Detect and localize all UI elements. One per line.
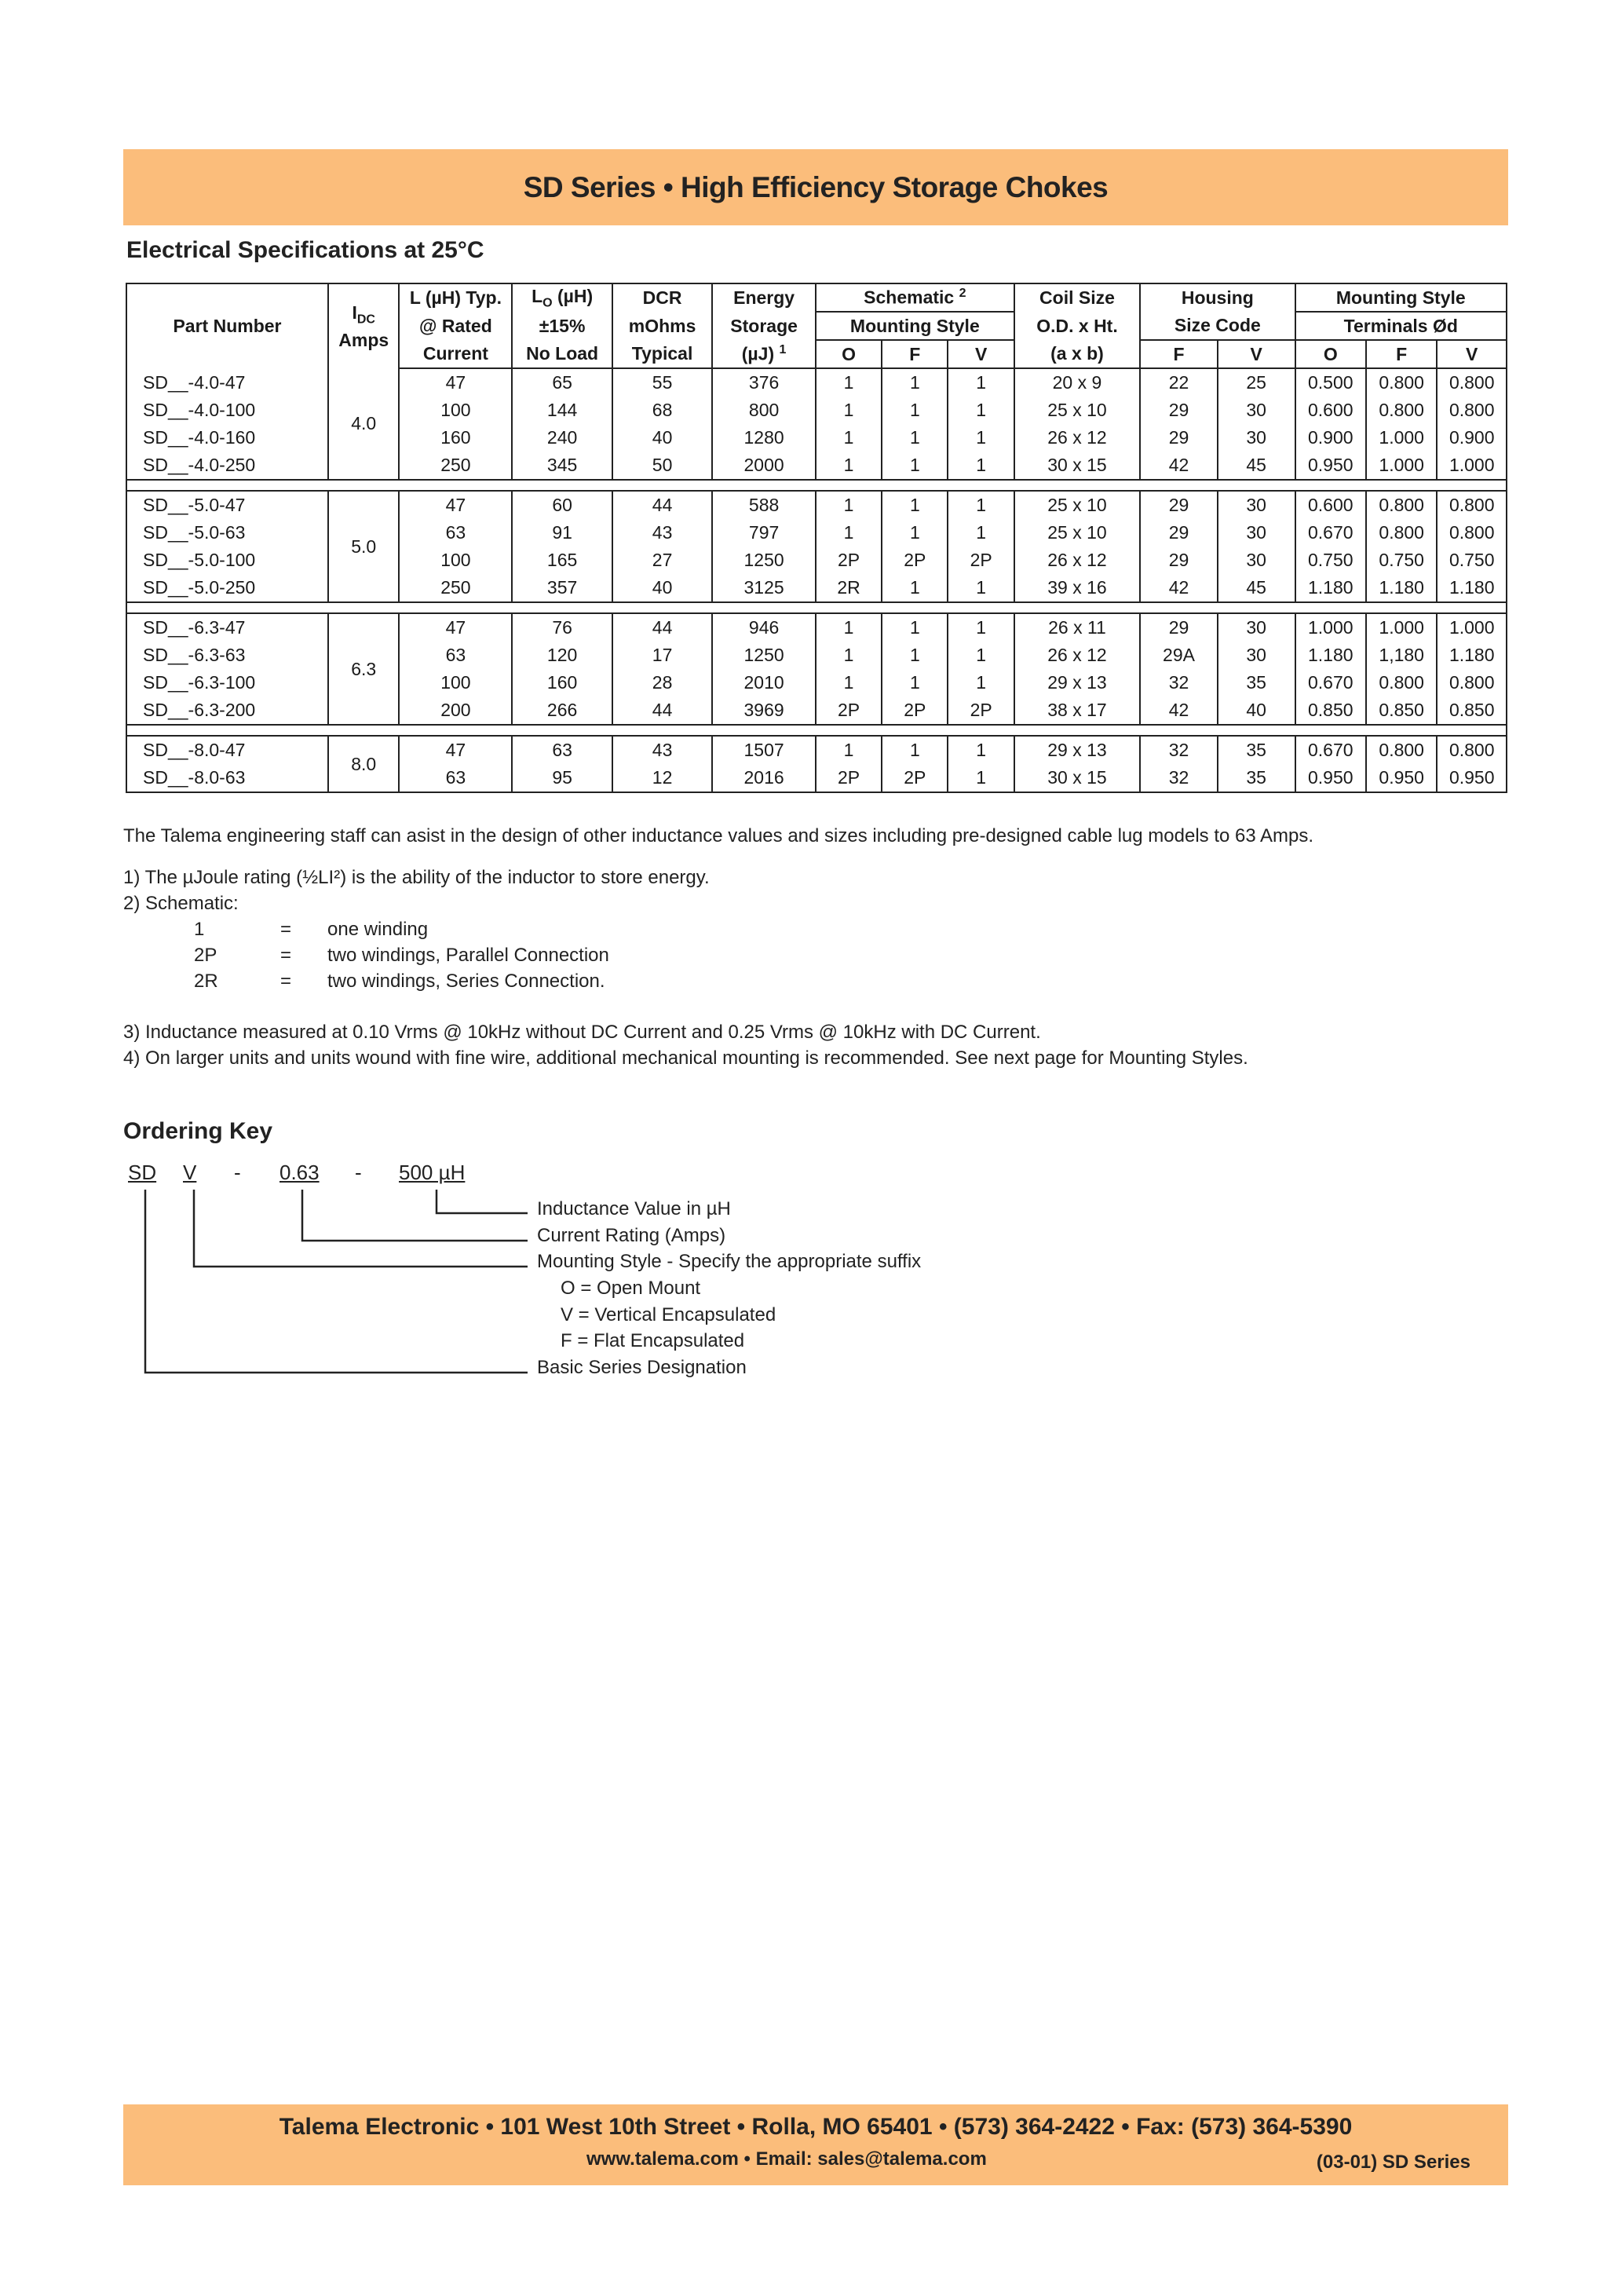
header-coil-3: (a x b): [1014, 340, 1140, 368]
table-cell: 44: [612, 696, 712, 725]
table-cell: 29: [1140, 424, 1218, 452]
part-number-cell: SD__-4.0-160: [126, 424, 328, 452]
table-cell: 200: [399, 696, 512, 725]
header-housing-1: Housing: [1140, 283, 1295, 312]
header-sch-v: V: [948, 340, 1014, 368]
header-mount-o: O: [1295, 340, 1366, 368]
table-cell: 3969: [712, 696, 816, 725]
table-cell: 30: [1218, 397, 1295, 424]
header-l-typ-2: @ Rated: [399, 312, 512, 340]
table-cell: 12: [612, 764, 712, 792]
table-cell: 2R: [816, 574, 882, 602]
part-number-cell: SD__-6.3-47: [126, 613, 328, 642]
header-mounting-2: Terminals Ød: [1295, 312, 1507, 340]
schematic-desc: two windings, Parallel Connection: [327, 945, 609, 966]
header-l-typ-3: Current: [399, 340, 512, 368]
header-dcr-3: Typical: [612, 340, 712, 368]
table-cell: 55: [612, 368, 712, 397]
header-housing-v: V: [1218, 340, 1295, 368]
token-dash-2: -: [355, 1161, 362, 1184]
idc-cell: 8.0: [328, 736, 399, 792]
table-cell: 1: [882, 368, 948, 397]
table-cell: 1: [816, 736, 882, 764]
table-cell: 30: [1218, 491, 1295, 519]
table-cell: 2P: [816, 696, 882, 725]
table-cell: 95: [512, 764, 612, 792]
table-cell: 1: [948, 452, 1014, 480]
table-cell: 1: [948, 736, 1014, 764]
header-dcr-1: DCR: [612, 283, 712, 312]
table-cell: 1: [816, 452, 882, 480]
table-cell: 165: [512, 547, 612, 574]
table-cell: 1: [816, 491, 882, 519]
table-cell: 63: [512, 736, 612, 764]
ordering-key-title: Ordering Key: [123, 1118, 273, 1144]
table-cell: 0.800: [1366, 519, 1437, 547]
table-cell: 43: [612, 736, 712, 764]
header-housing-f: F: [1140, 340, 1218, 368]
table-cell: 1.000: [1437, 613, 1507, 642]
table-cell: 1.180: [1437, 642, 1507, 669]
table-cell: 1: [882, 613, 948, 642]
desc-mounting: Mounting Style - Specify the appropriate suffix: [537, 1251, 922, 1272]
table-cell: 1,180: [1366, 642, 1437, 669]
table-cell: 76: [512, 613, 612, 642]
table-cell: 42: [1140, 452, 1218, 480]
part-number-cell: SD__-4.0-47: [126, 368, 328, 397]
table-cell: 25 x 10: [1014, 519, 1140, 547]
table-cell: 26 x 12: [1014, 424, 1140, 452]
table-cell: 0.800: [1437, 397, 1507, 424]
table-cell: 1: [948, 669, 1014, 696]
desc-flat: F = Flat Encapsulated: [561, 1330, 745, 1351]
table-cell: 0.670: [1295, 669, 1366, 696]
table-cell: 1: [882, 642, 948, 669]
table-cell: 588: [712, 491, 816, 519]
table-cell: 47: [399, 368, 512, 397]
section-title: Electrical Specifications at 25°C: [126, 237, 484, 263]
table-cell: 240: [512, 424, 612, 452]
header-idc: $I_{DC}$ Amps: [328, 283, 399, 368]
table-cell: 30: [1218, 642, 1295, 669]
table-cell: 0.750: [1437, 547, 1507, 574]
table-cell: 29A: [1140, 642, 1218, 669]
table-cell: 2010: [712, 669, 816, 696]
header-mounting-1: Mounting Style: [1295, 283, 1507, 312]
table-cell: 0.950: [1437, 764, 1507, 792]
schematic-eq: =: [280, 945, 292, 966]
note-2: 2) Schematic:: [123, 893, 239, 914]
header-schematic-sub: Mounting Style: [816, 312, 1014, 340]
table-cell: 3125: [712, 574, 816, 602]
table-cell: 30: [1218, 613, 1295, 642]
table-cell: 0.600: [1295, 491, 1366, 519]
part-number-cell: SD__-6.3-63: [126, 642, 328, 669]
table-cell: 1: [882, 452, 948, 480]
header-dcr-2: mOhms: [612, 312, 712, 340]
header-part-number: Part Number: [126, 283, 328, 368]
table-cell: 1: [948, 574, 1014, 602]
table-cell: 1: [816, 519, 882, 547]
table-cell: 2P: [816, 547, 882, 574]
table-cell: 2016: [712, 764, 816, 792]
table-cell: 1: [816, 424, 882, 452]
table-cell: 47: [399, 491, 512, 519]
leader-inductance: [437, 1190, 528, 1213]
table-cell: 29: [1140, 547, 1218, 574]
header-housing-2: Size Code: [1140, 312, 1295, 340]
table-cell: 1: [882, 397, 948, 424]
table-cell: 0.670: [1295, 519, 1366, 547]
table-cell: 797: [712, 519, 816, 547]
page-title: SD Series • High Efficiency Storage Chokes: [523, 170, 1109, 203]
table-cell: 26 x 12: [1014, 547, 1140, 574]
table-cell: 1: [948, 613, 1014, 642]
table-cell: 1.000: [1366, 452, 1437, 480]
table-cell: 0.900: [1437, 424, 1507, 452]
table-cell: 35: [1218, 736, 1295, 764]
table-cell: 30 x 15: [1014, 764, 1140, 792]
table-cell: 345: [512, 452, 612, 480]
table-cell: 29 x 13: [1014, 669, 1140, 696]
footer-address: Talema Electronic • 101 West 10th Street • Rolla, MO 65401 • (573) 364-2422 • Fax: (573) 364-5390: [279, 2114, 1353, 2140]
token-amps: 0.63: [279, 1161, 320, 1184]
table-cell: 1.000: [1366, 613, 1437, 642]
table-cell: 32: [1140, 764, 1218, 792]
table-cell: 1: [948, 764, 1014, 792]
table-cell: 0.950: [1295, 764, 1366, 792]
note-3: 3) Inductance measured at 0.10 Vrms @ 10kHz without DC Current and 0.25 Vrms @ 10kHz with DC Current.: [123, 1022, 1041, 1043]
part-number-cell: SD__-8.0-47: [126, 736, 328, 764]
table-cell: 25: [1218, 368, 1295, 397]
schematic-desc: one winding: [327, 919, 429, 940]
table-cell: 2P: [882, 764, 948, 792]
part-number-cell: SD__-4.0-100: [126, 397, 328, 424]
table-cell: 0.950: [1295, 452, 1366, 480]
table-cell: 2P: [948, 547, 1014, 574]
table-cell: 0.800: [1437, 368, 1507, 397]
part-number-cell: SD__-8.0-63: [126, 764, 328, 792]
table-cell: 45: [1218, 452, 1295, 480]
table-cell: 1: [816, 397, 882, 424]
table-cell: 0.900: [1295, 424, 1366, 452]
intro-note: The Talema engineering staff can asist in the design of other inductance values and sizes including pre-designed cable lug models to 63 Amps.: [123, 825, 1314, 846]
table-cell: 0.800: [1437, 519, 1507, 547]
schematic-eq: =: [280, 919, 292, 940]
header-schematic: Schematic $^2$: [816, 283, 1014, 312]
table-cell: 30: [1218, 547, 1295, 574]
table-cell: 1: [882, 669, 948, 696]
table-cell: 1.180: [1295, 642, 1366, 669]
table-cell: 2000: [712, 452, 816, 480]
idc-cell: 5.0: [328, 491, 399, 602]
table-cell: 1.180: [1437, 574, 1507, 602]
part-number-cell: SD__-6.3-200: [126, 696, 328, 725]
table-cell: 1: [948, 424, 1014, 452]
table-cell: 0.850: [1366, 696, 1437, 725]
note-1: 1) The µJoule rating (½LI²) is the ability of the inductor to store energy.: [123, 867, 710, 888]
table-cell: 2P: [816, 764, 882, 792]
desc-vertical: V = Vertical Encapsulated: [561, 1304, 776, 1325]
table-cell: 60: [512, 491, 612, 519]
header-mount-v: V: [1437, 340, 1507, 368]
table-cell: 40: [612, 574, 712, 602]
table-cell: 0.800: [1437, 669, 1507, 696]
table-cell: 65: [512, 368, 612, 397]
token-dash-1: -: [234, 1161, 241, 1184]
table-cell: 42: [1140, 696, 1218, 725]
table-cell: 25 x 10: [1014, 397, 1140, 424]
desc-open-mount: O = Open Mount: [561, 1278, 701, 1299]
part-number-cell: SD__-5.0-250: [126, 574, 328, 602]
table-cell: 26 x 11: [1014, 613, 1140, 642]
schematic-code: 2R: [194, 971, 218, 992]
schematic-code: 1: [194, 919, 205, 940]
table-cell: 29: [1140, 519, 1218, 547]
table-cell: 91: [512, 519, 612, 547]
table-cell: 35: [1218, 669, 1295, 696]
table-cell: 44: [612, 613, 712, 642]
token-inductance: 500 µH: [399, 1161, 466, 1184]
table-cell: 29: [1140, 613, 1218, 642]
table-cell: 35: [1218, 764, 1295, 792]
table-cell: 0.850: [1295, 696, 1366, 725]
table-cell: 100: [399, 397, 512, 424]
table-cell: 32: [1140, 736, 1218, 764]
table-cell: 357: [512, 574, 612, 602]
table-cell: 160: [399, 424, 512, 452]
header-energy-1: Energy: [712, 283, 816, 312]
header-energy-2: Storage: [712, 312, 816, 340]
table-cell: 1250: [712, 642, 816, 669]
table-cell: 1.180: [1366, 574, 1437, 602]
table-cell: 266: [512, 696, 612, 725]
table-cell: 30 x 15: [1014, 452, 1140, 480]
part-number-cell: SD__-5.0-63: [126, 519, 328, 547]
table-cell: 26 x 12: [1014, 642, 1140, 669]
table-cell: 1.000: [1366, 424, 1437, 452]
note-4: 4) On larger units and units wound with fine wire, additional mechanical mounting is recommended. See next page for Mounting Styles.: [123, 1047, 1248, 1069]
table-cell: 1: [948, 397, 1014, 424]
table-cell: 1: [816, 613, 882, 642]
header-lo-2: ±15%: [512, 312, 612, 340]
table-cell: 0.950: [1366, 764, 1437, 792]
table-cell: 100: [399, 669, 512, 696]
table-cell: 40: [1218, 696, 1295, 725]
table-cell: 20 x 9: [1014, 368, 1140, 397]
table-cell: 17: [612, 642, 712, 669]
table-cell: 2P: [948, 696, 1014, 725]
table-cell: 30: [1218, 424, 1295, 452]
table-cell: 946: [712, 613, 816, 642]
table-cell: 1.000: [1295, 613, 1366, 642]
table-cell: 800: [712, 397, 816, 424]
leader-mounting: [194, 1190, 528, 1267]
footer-doc-code: (03-01) SD Series: [1316, 2152, 1470, 2173]
table-cell: 0.800: [1437, 736, 1507, 764]
table-cell: 0.500: [1295, 368, 1366, 397]
table-cell: 1: [882, 424, 948, 452]
token-sd: SD: [128, 1161, 157, 1184]
table-cell: 0.600: [1295, 397, 1366, 424]
table-cell: 1: [948, 642, 1014, 669]
table-cell: 45: [1218, 574, 1295, 602]
header-lo-1: $L_O$ (µH): [512, 283, 612, 312]
table-cell: 1: [816, 669, 882, 696]
header-l-typ-1: L (µH) Typ.: [399, 283, 512, 312]
table-cell: 1: [882, 491, 948, 519]
table-cell: 120: [512, 642, 612, 669]
table-cell: 68: [612, 397, 712, 424]
desc-inductance: Inductance Value in µH: [537, 1198, 731, 1219]
table-cell: 27: [612, 547, 712, 574]
table-cell: 1: [948, 491, 1014, 519]
desc-series: Basic Series Designation: [537, 1357, 747, 1378]
part-number-cell: SD__-4.0-250: [126, 452, 328, 480]
table-cell: 29: [1140, 397, 1218, 424]
table-cell: 2P: [882, 696, 948, 725]
idc-cell: 4.0: [328, 368, 399, 480]
part-number-cell: SD__-5.0-47: [126, 491, 328, 519]
table-cell: 1: [948, 519, 1014, 547]
table-cell: 376: [712, 368, 816, 397]
table-cell: 0.670: [1295, 736, 1366, 764]
table-cell: 1250: [712, 547, 816, 574]
table-cell: 22: [1140, 368, 1218, 397]
table-cell: 29 x 13: [1014, 736, 1140, 764]
header-mount-f: F: [1366, 340, 1437, 368]
footer-banner: [123, 2104, 1508, 2185]
table-cell: 1: [816, 642, 882, 669]
part-number-cell: SD__-6.3-100: [126, 669, 328, 696]
table-cell: 43: [612, 519, 712, 547]
leader-current: [302, 1190, 528, 1241]
table-cell: 63: [399, 642, 512, 669]
table-cell: 1.180: [1295, 574, 1366, 602]
table-cell: 47: [399, 613, 512, 642]
table-cell: 144: [512, 397, 612, 424]
table-cell: 160: [512, 669, 612, 696]
header-coil-2: O.D. x Ht.: [1014, 312, 1140, 340]
table-cell: 44: [612, 491, 712, 519]
schematic-code: 2P: [194, 945, 217, 966]
schematic-desc: two windings, Series Connection.: [327, 971, 605, 992]
table-cell: 2P: [882, 547, 948, 574]
table-cell: 42: [1140, 574, 1218, 602]
footer-contact: www.talema.com • Email: sales@talema.com: [586, 2148, 987, 2170]
table-cell: 0.800: [1366, 397, 1437, 424]
header-energy-3: (µJ) $^1$: [712, 340, 816, 368]
table-cell: 38 x 17: [1014, 696, 1140, 725]
table-cell: 1: [882, 519, 948, 547]
header-sch-o: O: [816, 340, 882, 368]
leader-series: [145, 1190, 528, 1373]
idc-cell: 6.3: [328, 613, 399, 725]
header-lo-3: No Load: [512, 340, 612, 368]
table-cell: 39 x 16: [1014, 574, 1140, 602]
table-cell: 1: [948, 368, 1014, 397]
table-cell: 40: [612, 424, 712, 452]
table-cell: 0.800: [1366, 736, 1437, 764]
token-mounting: V: [183, 1161, 197, 1184]
table-cell: 250: [399, 452, 512, 480]
table-cell: 0.750: [1366, 547, 1437, 574]
table-cell: 1: [882, 574, 948, 602]
table-cell: 63: [399, 519, 512, 547]
table-cell: 63: [399, 764, 512, 792]
table-cell: 0.800: [1366, 368, 1437, 397]
table-cell: 47: [399, 736, 512, 764]
table-cell: 0.750: [1295, 547, 1366, 574]
table-cell: 29: [1140, 491, 1218, 519]
table-cell: 30: [1218, 519, 1295, 547]
table-cell: 0.850: [1437, 696, 1507, 725]
table-cell: 1: [816, 368, 882, 397]
table-cell: 1: [882, 736, 948, 764]
table-cell: 1507: [712, 736, 816, 764]
header-sch-f: F: [882, 340, 948, 368]
table-cell: 0.800: [1366, 669, 1437, 696]
table-cell: 1.000: [1437, 452, 1507, 480]
table-cell: 100: [399, 547, 512, 574]
table-cell: 250: [399, 574, 512, 602]
part-number-cell: SD__-5.0-100: [126, 547, 328, 574]
table-cell: 50: [612, 452, 712, 480]
table-cell: 32: [1140, 669, 1218, 696]
table-cell: 0.800: [1366, 491, 1437, 519]
table-cell: 1280: [712, 424, 816, 452]
table-cell: 28: [612, 669, 712, 696]
table-cell: 0.800: [1437, 491, 1507, 519]
desc-current: Current Rating (Amps): [537, 1225, 726, 1246]
header-coil-1: Coil Size: [1014, 283, 1140, 312]
schematic-eq: =: [280, 971, 292, 992]
table-cell: 25 x 10: [1014, 491, 1140, 519]
